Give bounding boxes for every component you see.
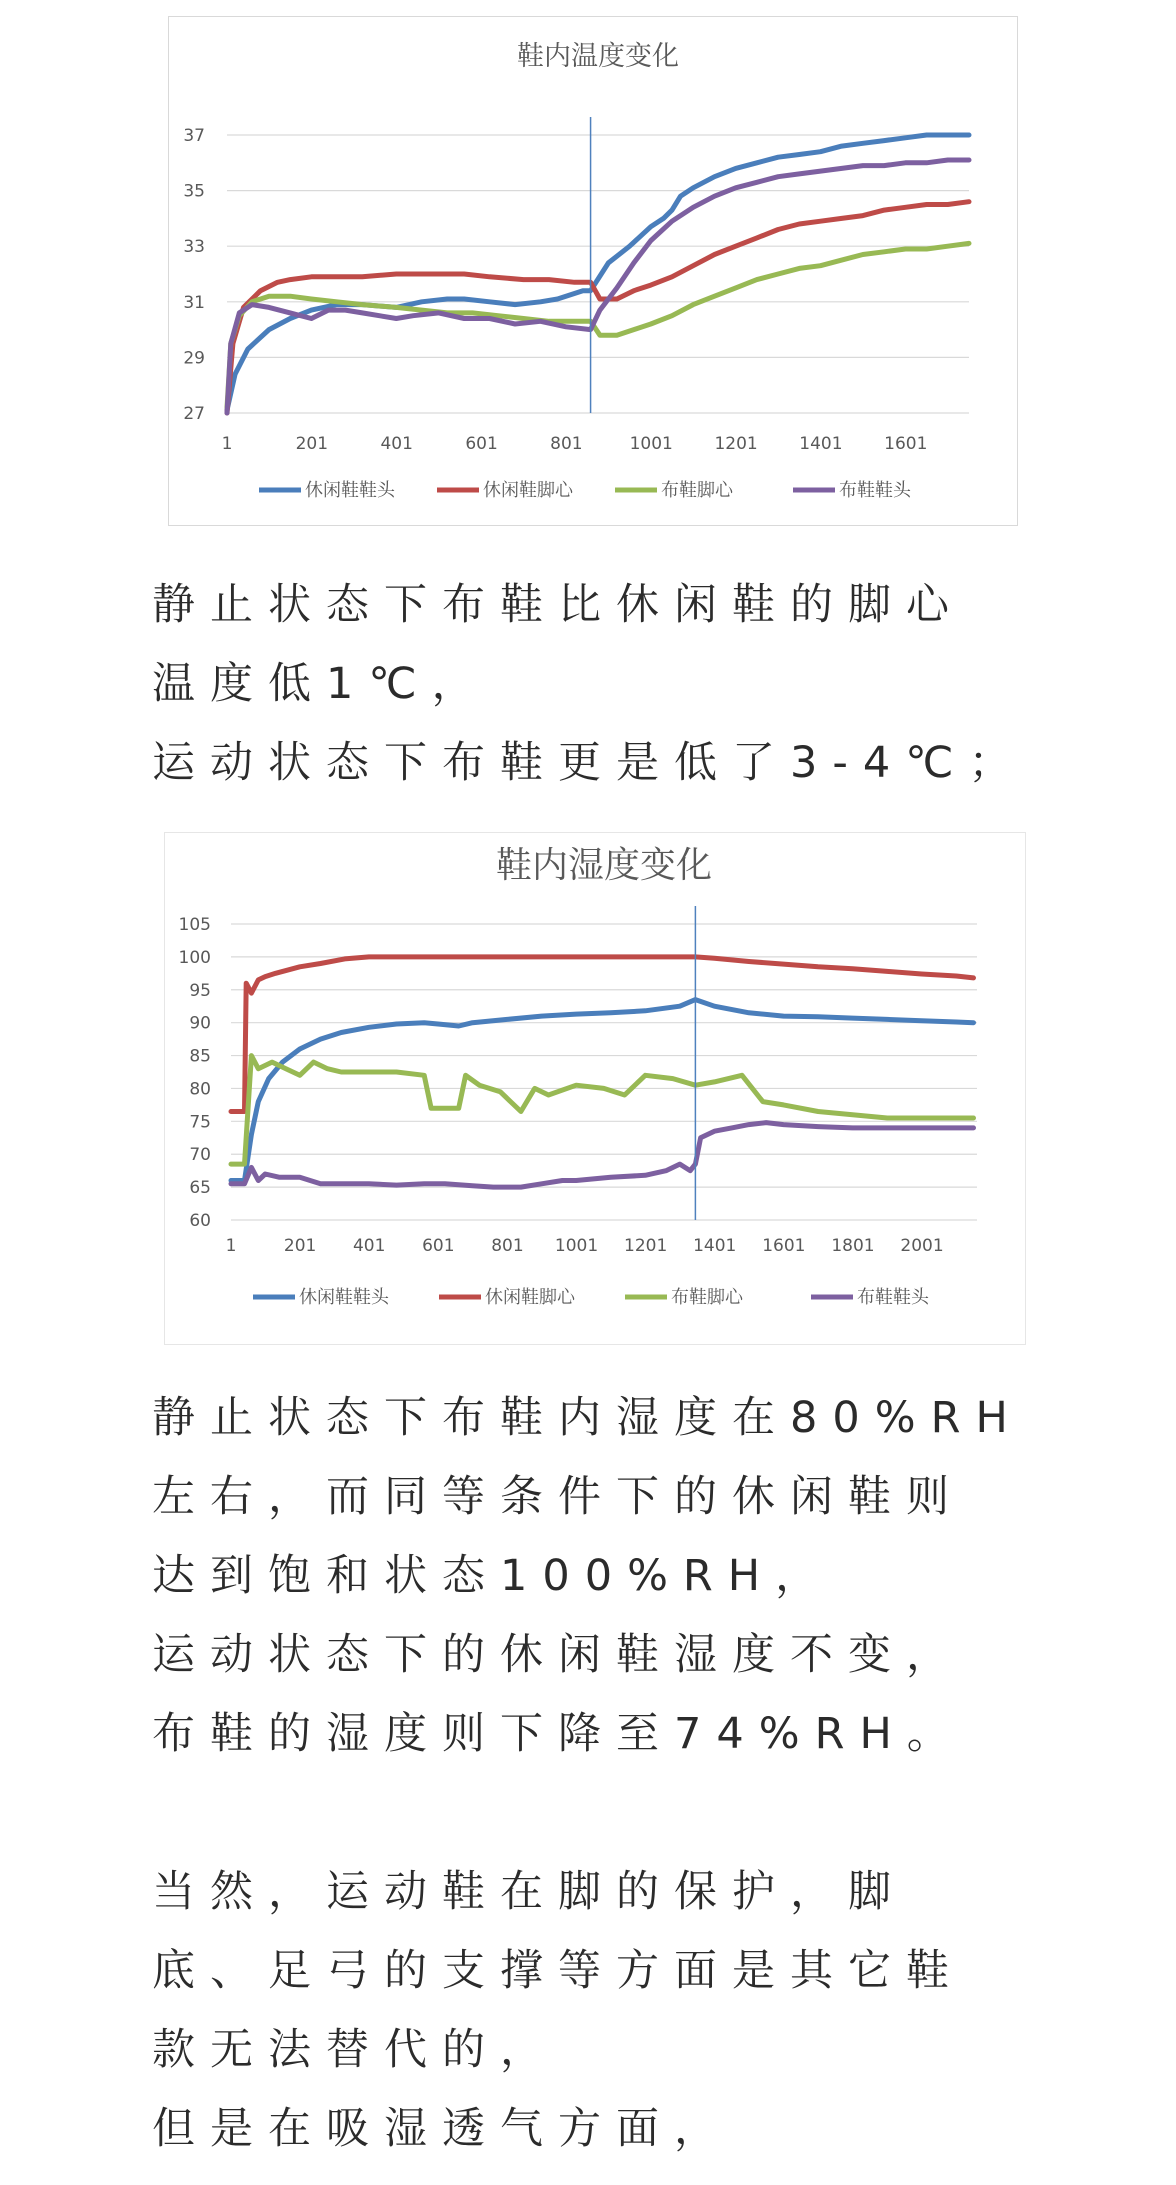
- x-tick-label: 1001: [554, 1236, 599, 1256]
- temperature-chart: [168, 16, 1018, 526]
- x-tick-label: 1001: [629, 434, 673, 454]
- series-line: [227, 160, 969, 413]
- y-tick-label: 70: [189, 1145, 211, 1166]
- x-tick-label: 1: [221, 434, 233, 454]
- y-tick-label: 85: [189, 1046, 211, 1067]
- paragraph-line: 温度低1℃，: [152, 659, 490, 709]
- legend-label: 休闲鞋鞋头: [305, 480, 395, 501]
- x-tick-label: 1: [225, 1236, 237, 1256]
- paragraph-line: 运动状态下布鞋更是低了3-4℃；: [152, 738, 1027, 788]
- y-tick-label: 31: [183, 292, 205, 313]
- y-tick-label: 100: [178, 947, 211, 968]
- chart-title: 鞋内温度变化: [517, 41, 679, 72]
- x-tick-label: 801: [491, 1236, 524, 1256]
- temperature-paragraph: [152, 566, 1027, 803]
- paragraph-line: 款无法替代的，: [152, 2025, 558, 2075]
- y-tick-label: 37: [183, 126, 205, 146]
- legend-label: 休闲鞋脚心: [483, 480, 573, 501]
- y-tick-label: 105: [178, 915, 211, 935]
- paragraph-line: 达到饱和状态100%RH，: [152, 1551, 834, 1601]
- series-line: [231, 1123, 974, 1188]
- y-tick-label: 80: [189, 1079, 211, 1100]
- series-line: [227, 202, 969, 413]
- y-tick-label: 33: [183, 237, 205, 258]
- series-line: [227, 243, 969, 407]
- series-line: [231, 1056, 974, 1165]
- temperature-chart-svg: [169, 17, 1019, 527]
- y-tick-label: 60: [189, 1211, 211, 1231]
- x-tick-label: 1801: [831, 1236, 875, 1256]
- x-tick-label: 401: [380, 434, 413, 454]
- humidity-paragraph: [152, 1379, 1022, 2169]
- series-line: [227, 135, 969, 410]
- paragraph-line: 底、足弓的支撑等方面是其它鞋: [152, 1946, 964, 1996]
- x-tick-label: 601: [465, 434, 498, 454]
- x-tick-label: 1201: [714, 434, 758, 454]
- legend-label: 休闲鞋脚心: [485, 1287, 575, 1308]
- x-tick-label: 1401: [693, 1236, 737, 1256]
- paragraph-line: 当然，运动鞋在脚的保护，脚: [152, 1867, 906, 1917]
- x-tick-label: 801: [550, 434, 583, 454]
- humidity-chart: [164, 832, 1026, 1345]
- y-tick-label: 27: [183, 404, 205, 424]
- x-tick-label: 2001: [900, 1236, 944, 1256]
- paragraph-line: 布鞋的湿度则下降至74%RH。: [152, 1709, 965, 1759]
- legend-label: 布鞋脚心: [671, 1287, 743, 1308]
- y-tick-label: 35: [183, 181, 205, 202]
- paragraph-blank-line: [152, 1774, 1022, 1853]
- x-tick-label: 401: [352, 1236, 386, 1256]
- x-tick-label: 1401: [799, 434, 843, 454]
- y-tick-label: 95: [189, 980, 211, 1001]
- humidity-chart-svg: [165, 833, 1027, 1346]
- legend-label: 休闲鞋鞋头: [299, 1287, 389, 1308]
- x-tick-label: 601: [422, 1236, 455, 1256]
- paragraph-line: 左右，而同等条件下的休闲鞋则: [152, 1472, 964, 1522]
- paragraph-line: 静止状态下布鞋比休闲鞋的脚心: [152, 580, 964, 630]
- legend-label: 布鞋鞋头: [857, 1287, 929, 1308]
- legend-label: 布鞋鞋头: [839, 480, 911, 501]
- paragraph-line: 静止状态下布鞋内湿度在80%RH: [152, 1393, 1023, 1443]
- x-tick-label: 1601: [884, 434, 928, 454]
- paragraph-line: 运动状态下的休闲鞋湿度不变，: [152, 1630, 964, 1680]
- y-tick-label: 65: [189, 1178, 211, 1199]
- y-tick-label: 90: [189, 1013, 211, 1034]
- x-tick-label: 201: [283, 1236, 317, 1256]
- x-tick-label: 1601: [762, 1236, 806, 1256]
- x-tick-label: 201: [295, 434, 329, 454]
- y-tick-label: 29: [183, 348, 205, 369]
- y-tick-label: 75: [189, 1112, 211, 1133]
- paragraph-line: 但是在吸湿透气方面，: [152, 2104, 732, 2154]
- legend-label: 布鞋脚心: [661, 480, 733, 501]
- x-tick-label: 1201: [624, 1236, 668, 1256]
- chart-title: 鞋内湿度变化: [495, 845, 713, 886]
